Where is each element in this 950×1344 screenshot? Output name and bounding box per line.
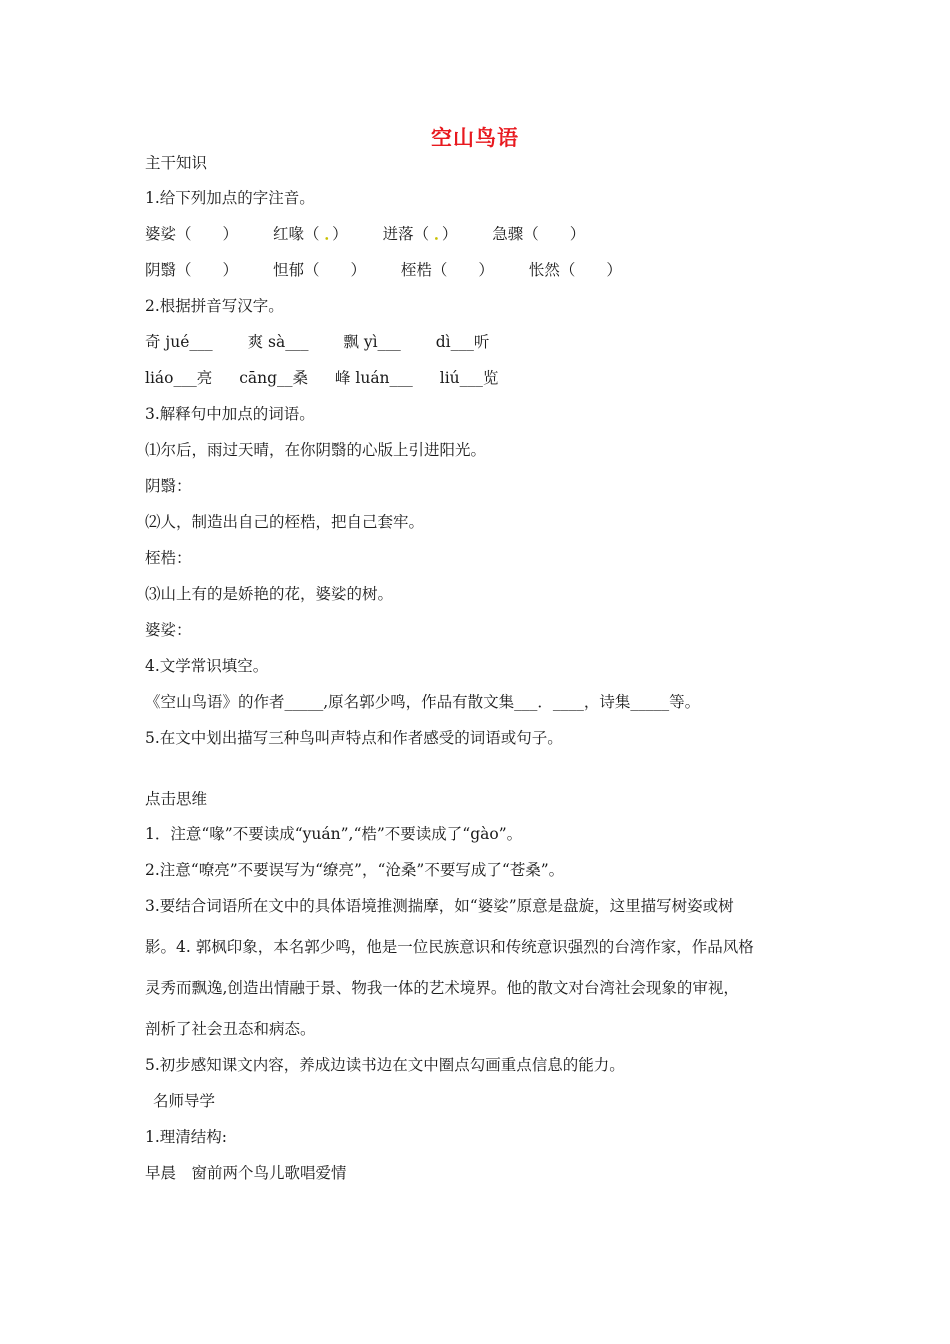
question-2-row-1 <box>145 331 489 353</box>
question-1-row-1 <box>145 223 585 245</box>
question-2-heading: 2.根据拼音写汉字。 <box>145 297 284 315</box>
question-1-heading: 1.给下列加点的字注音。 <box>145 189 315 207</box>
question-1-row-2 <box>145 259 622 281</box>
question-4-line: 《空山鸟语》的作者_____,原名郭少鸣，作品有散文集___．____，诗集_____等。 <box>145 693 701 711</box>
question-3-answer-1: 阴翳： <box>145 477 192 495</box>
item-jizhou: 急骤（ ） <box>492 225 586 243</box>
item-dayu: 怛郁（ ） <box>272 261 366 279</box>
question-4-heading: 4.文学常识填空。 <box>145 657 269 675</box>
tip-5: 5.初步感知课文内容，养成边读书边在文中圈点勾画重点信息的能力。 <box>145 1056 625 1074</box>
tip-1: 1．注意“喙”不要读成“yuán”,“梏”不要读成了“gào”。 <box>145 825 523 843</box>
question-3-answer-2: 桎梏： <box>145 549 192 567</box>
question-3-sentence-3: ⑶山上有的是娇艳的花，婆娑的树。 <box>145 585 394 603</box>
pinyin-luan: 峰 luán___ <box>334 369 413 387</box>
pinyin-liu: liú___览 <box>439 369 499 387</box>
question-3-heading: 3.解释句中加点的词语。 <box>145 405 315 423</box>
pinyin-cang: cāng__桑 <box>239 369 309 387</box>
item-bengluo: 迸落（ ．） <box>382 224 458 243</box>
tip-3-line-1: 3.要结合词语所在文中的具体语境推测揣摩，如“婆娑”原意是盘旋，这里描写树姿或树 <box>145 897 734 915</box>
pinyin-sa: 爽 sà___ <box>247 333 309 351</box>
tip-3-line-2: 影。4. 郭枫印象，本名郭少鸣，他是一位民族意识和传统意识强烈的台湾作家，作品风格 <box>145 938 754 956</box>
item-honghui: 红喙（ ．） <box>272 224 348 243</box>
question-3-sentence-2: ⑵人，制造出自己的桎梏，把自己套牢。 <box>145 513 425 531</box>
guide-structure-heading: 1.理清结构: <box>145 1128 228 1146</box>
question-5-heading: 5.在文中划出描写三种鸟叫声特点和作者感受的词语或句子。 <box>145 729 563 747</box>
section-heading-guide: 名师导学 <box>153 1092 216 1110</box>
section-heading-main: 主干知识 <box>145 154 208 172</box>
question-2-row-2 <box>145 367 498 389</box>
tip-3-line-3: 灵秀而飘逸,创造出情融于景、物我一体的艺术境界。他的散文对台湾社会现象的审视， <box>145 979 739 997</box>
pinyin-di: dì___听 <box>435 333 490 351</box>
item-posuo: 婆娑（ ） <box>145 225 239 243</box>
page-title: 空山鸟语 <box>431 126 519 150</box>
item-changran: 怅然（ ） <box>528 261 622 279</box>
question-3-answer-3: 婆娑： <box>145 621 192 639</box>
guide-structure-line-1: 早晨 窗前两个鸟儿歌唱爱情 <box>145 1164 347 1182</box>
item-yinyi: 阴翳（ ） <box>145 261 239 279</box>
section-heading-thinking: 点击思维 <box>145 790 208 808</box>
pinyin-jue: 奇 jué___ <box>145 333 213 351</box>
question-3-sentence-1: ⑴尔后，雨过天晴，在你阴翳的心版上引进阳光。 <box>145 441 487 459</box>
tip-3-line-4: 剖析了社会丑态和病态。 <box>145 1020 316 1038</box>
item-zhigu: 桎梏（ ） <box>400 261 494 279</box>
pinyin-liao: liáo___亮 <box>145 369 213 387</box>
tip-2: 2.注意“嘹亮”不要误写为“缭亮”，“沧桑”不要写成了“苍桑”。 <box>145 861 565 879</box>
pinyin-yi: 飘 yì___ <box>343 333 401 351</box>
